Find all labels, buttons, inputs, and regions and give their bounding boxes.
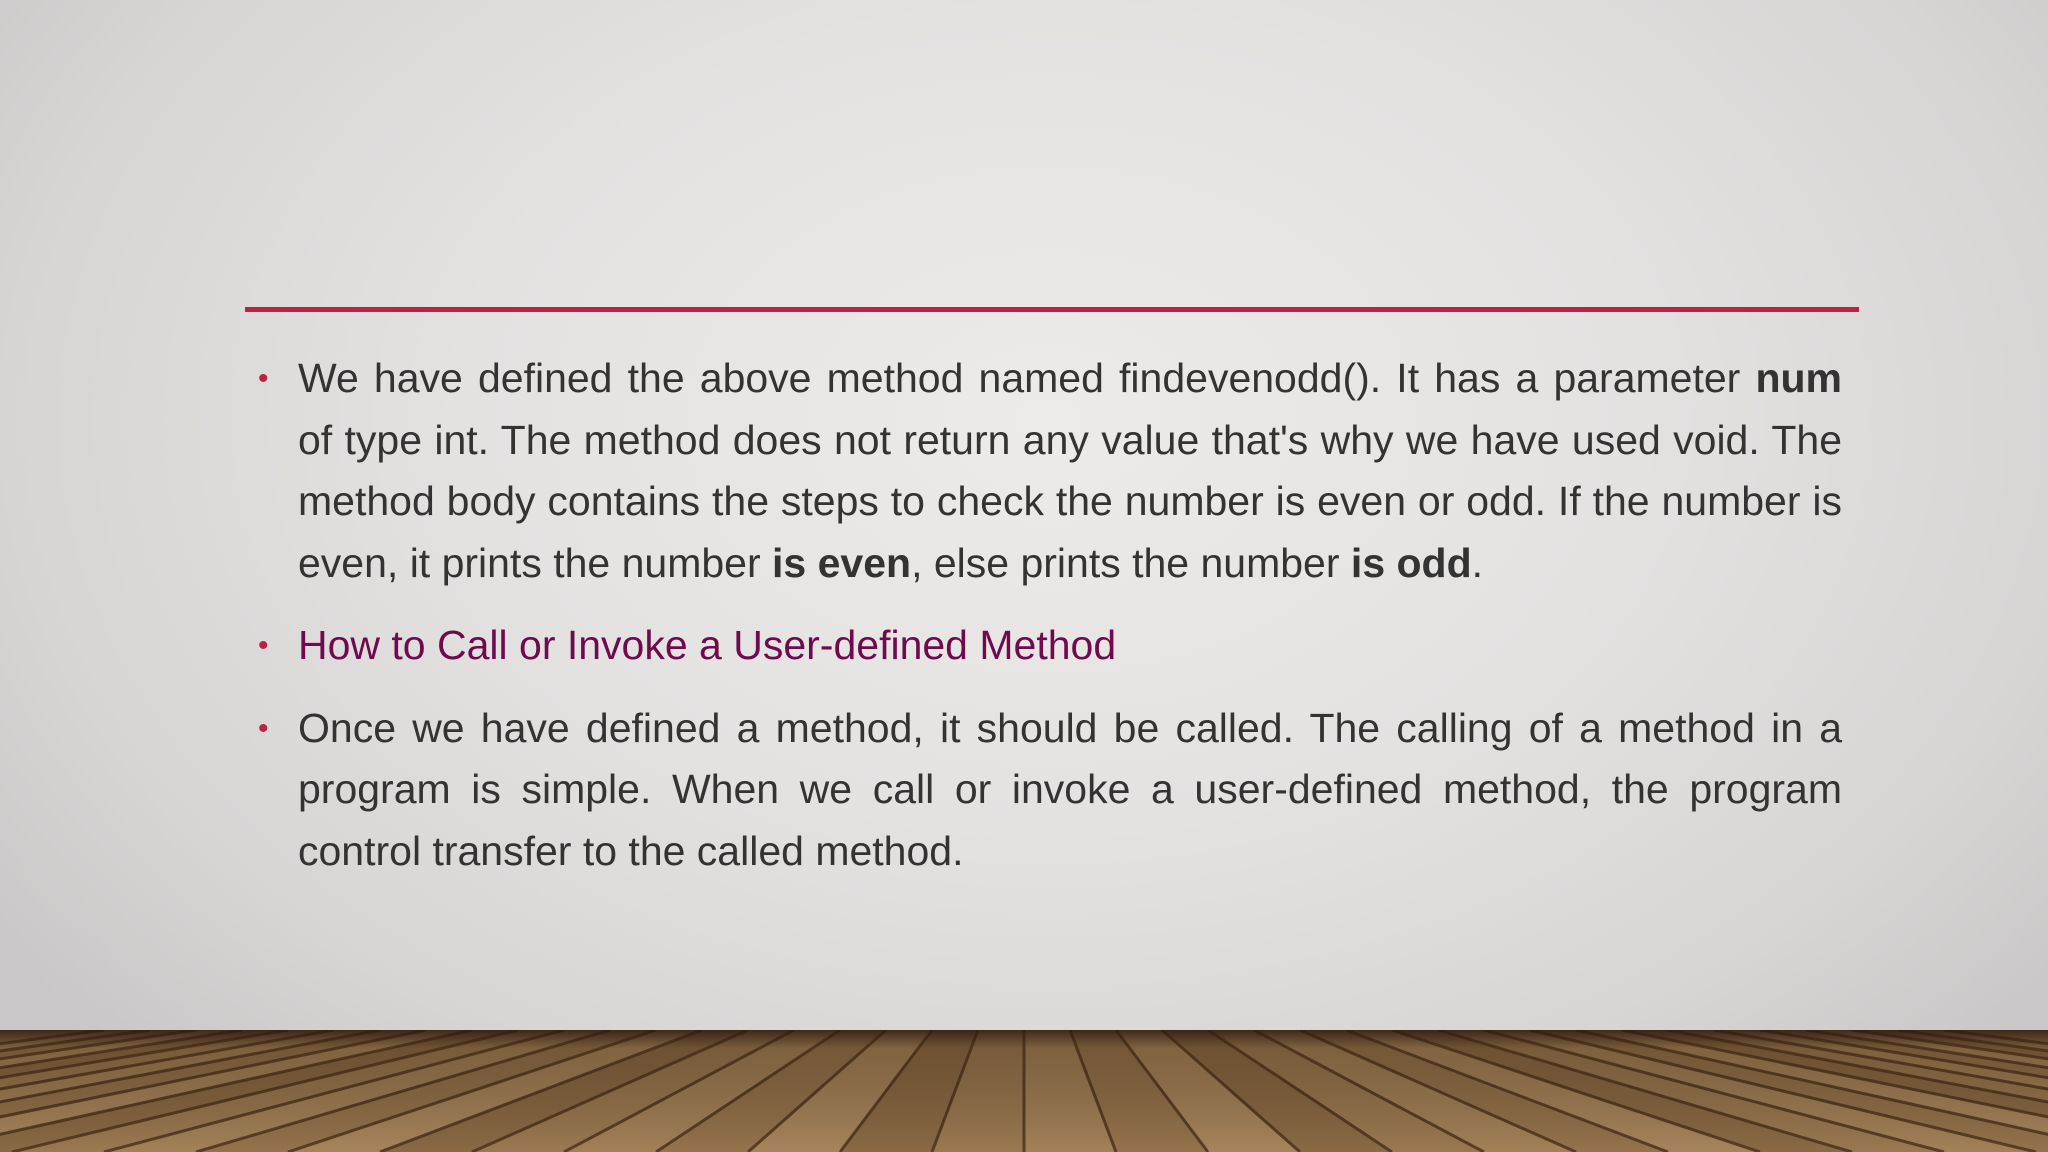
bullet-method-description (258, 348, 1842, 594)
section-heading-text: How to Call or Invoke a User-defined Method (298, 622, 1117, 668)
bullet-call-description (258, 698, 1842, 883)
bullet-section-heading (258, 615, 1842, 677)
title-divider-line (245, 307, 1859, 312)
bullet-dot-icon: • (258, 711, 269, 745)
wooden-floor-image (0, 1030, 2048, 1152)
slide-body (258, 348, 1842, 903)
text-segment: of type int. The method does not return any value that's why we have used void. The method body contains the steps to check the number is even or odd. If the number is even, it prints the number (298, 416, 1842, 586)
bold-term-num: num (1755, 355, 1842, 401)
paragraph-text: Once we have defined a method, it should be called. The calling of a method in a program is simple. When we call or invoke a user-defined method, the program control transfer to the called method. (298, 704, 1842, 874)
text-segment: , else prints the number (911, 539, 1351, 586)
bold-term-is-odd: is odd (1350, 539, 1472, 586)
text-segment: . (1471, 539, 1484, 586)
bullet-dot-icon: • (258, 362, 269, 395)
text-segment: We have defined the above method named findevenodd(). It has a parameter (298, 355, 1756, 401)
bold-term-is-even: is even (772, 539, 912, 586)
bullet-dot-icon: • (258, 629, 269, 662)
